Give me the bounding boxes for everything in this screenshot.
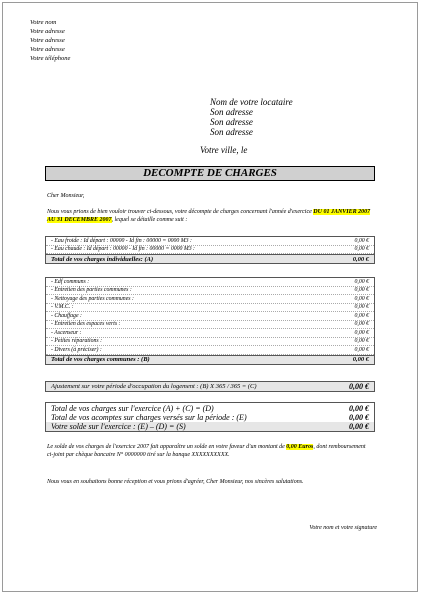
recipient-address-1: Son adresse <box>210 107 253 117</box>
period-highlight: DU 01 JANVIER 2007 AU 31 DECEMBRE 2007 <box>47 209 371 223</box>
row-label: - Entretien des parties communes : <box>51 287 132 294</box>
recipient-block <box>210 97 293 137</box>
sender-block <box>30 18 70 63</box>
row-value: 0,00 € <box>354 246 369 253</box>
row-label: - Petites réparations : <box>51 338 103 345</box>
intro-text-end: , lequel se détaille comme suit : <box>111 216 188 223</box>
row-value: 0,00 € <box>354 278 369 285</box>
total-label: Total de vos charges individuelles: (A) <box>51 255 154 263</box>
common-charges-table <box>45 277 375 365</box>
row-value: 0,00 € <box>354 304 369 311</box>
table-row <box>46 237 374 246</box>
adjustment-value: 0,00 € <box>349 382 369 391</box>
intro-text: Nous vous prions de bien vouloir trouver ci-dessous, votre décompte de charges concernant l'année d'exercice <box>47 209 312 215</box>
summary-label: Votre solde sur l'exercice : (E) – (D) = (S) <box>51 422 186 431</box>
row-label: - Edf communs : <box>51 278 90 285</box>
individual-total-row <box>46 254 374 263</box>
balance-amount-highlight: 0,00 Euros <box>286 444 314 450</box>
city-date: Votre ville, le <box>200 145 248 155</box>
document-title: DECOMPTE DE CHARGES <box>45 166 375 181</box>
signature-line: Votre nom et votre signature <box>309 525 377 531</box>
summary-label: Total de vos acomptes sur charges versés sur la période : (E) <box>51 413 247 422</box>
summary-table <box>45 402 375 432</box>
row-value: 0,00 € <box>354 295 369 302</box>
summary-row <box>46 413 374 422</box>
intro-paragraph <box>47 209 373 224</box>
summary-row <box>46 404 374 413</box>
sender-address-3: Votre adresse <box>30 46 65 53</box>
row-value: 0,00 € <box>354 329 369 336</box>
table-row <box>46 287 374 296</box>
total-value: 0,00 € <box>352 356 369 363</box>
summary-label: Total de vos charges sur l'exercice (A) + (C) = (D) <box>51 404 214 413</box>
sender-name: Votre nom <box>30 19 57 26</box>
table-row <box>46 329 374 338</box>
table-row <box>46 278 374 287</box>
balance-text-end: , dont remboursement ci-joint par chèque bancaire N° 0000000 tiré sur la banque XXXXXXXXXX. <box>47 444 366 458</box>
summary-value: 0,00 € <box>349 413 369 422</box>
row-label: - Nettoyage des parties communes : <box>51 295 134 302</box>
row-label: - Eau chaude : Id départ : 00000 - Id fin : 00000 = 0000 M3 : <box>51 246 195 253</box>
summary-value: 0,00 € <box>349 422 369 431</box>
row-label: - Eau froide : Id départ : 00000 - Id fin : 00000 = 0000 M3 : <box>51 237 192 244</box>
summary-value: 0,00 € <box>349 404 369 413</box>
balance-paragraph <box>47 444 373 459</box>
row-label: - Entretien des espaces verts : <box>51 321 121 328</box>
balance-text: Le solde de vos charges de l'exercice 2007 fait apparaître un solde en votre faveur d'un montant de <box>47 444 285 450</box>
row-label: - Divers (à préciser) : <box>51 346 102 353</box>
row-value: 0,00 € <box>354 338 369 345</box>
individual-charges-table <box>45 236 375 264</box>
recipient-name: Nom de votre locataire <box>210 97 293 107</box>
sender-address-1: Votre adresse <box>30 28 65 35</box>
adjustment-row <box>45 381 375 392</box>
sender-phone: Votre téléphone <box>30 55 71 62</box>
sender-address-2: Votre adresse <box>30 37 65 44</box>
table-row <box>46 321 374 330</box>
adjustment-label: Ajustement sur votre période d'occupation du logement : (B) X 365 / 365 = (C) <box>51 383 257 390</box>
summary-row <box>46 422 374 431</box>
row-value: 0,00 € <box>354 312 369 319</box>
total-value: 0,00 € <box>352 255 369 263</box>
table-row <box>46 346 374 355</box>
table-row <box>46 312 374 321</box>
row-label: - Ascenseur : <box>51 329 82 336</box>
row-value: 0,00 € <box>354 237 369 244</box>
row-value: 0,00 € <box>354 287 369 294</box>
table-row <box>46 338 374 347</box>
recipient-address-2: Son adresse <box>210 117 253 127</box>
recipient-address-3: Son adresse <box>210 127 253 137</box>
row-value: 0,00 € <box>354 346 369 353</box>
row-value: 0,00 € <box>354 321 369 328</box>
table-row <box>46 246 374 255</box>
salutation: Cher Monsieur, <box>47 193 85 199</box>
table-row <box>46 304 374 313</box>
row-label: - V.M.C. : <box>51 304 74 311</box>
table-row <box>46 295 374 304</box>
closing-paragraph: Nous vous en souhaitons bonne réception et vous prions d'agréer, Cher Monsieur, nos sincères salutations. <box>47 479 304 485</box>
common-total-row <box>46 355 374 364</box>
row-label: - Chauffage : <box>51 312 82 319</box>
total-label: Total de vos charges communes : (B) <box>51 356 150 363</box>
